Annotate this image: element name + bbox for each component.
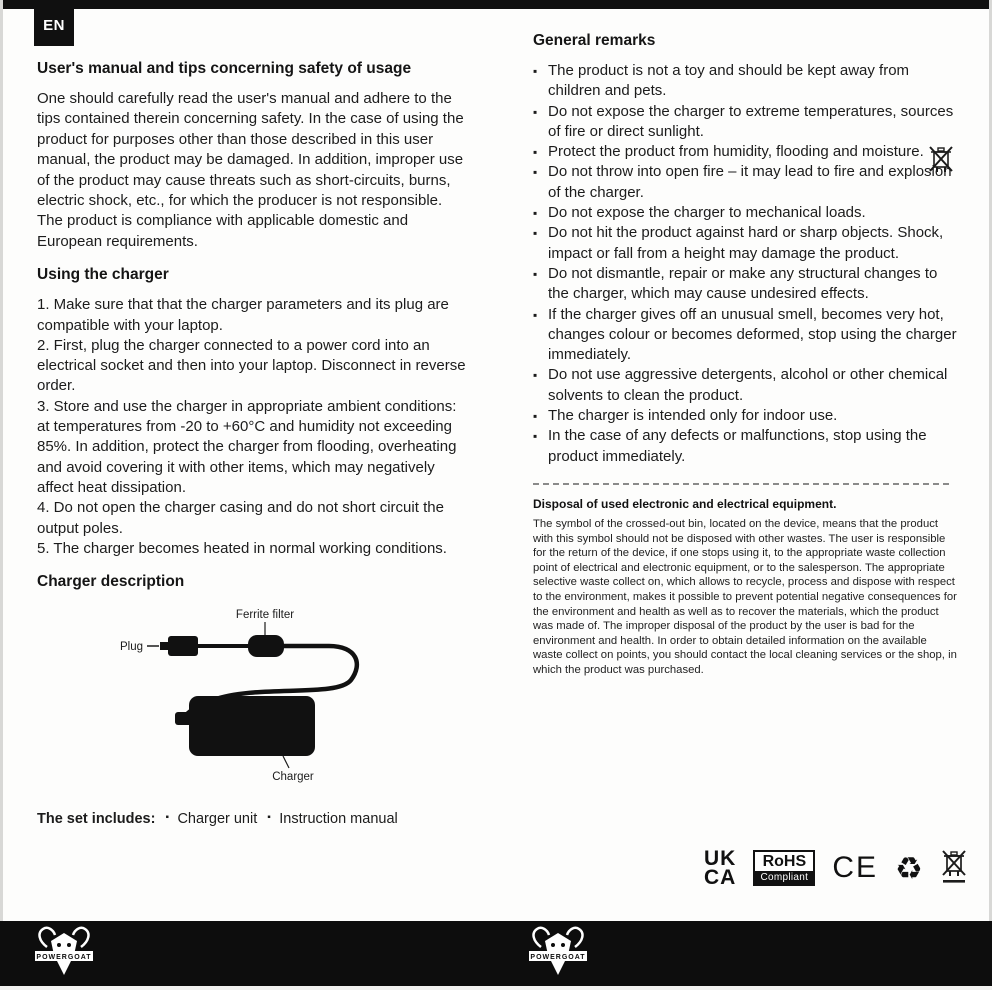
ukca-mark <box>704 849 736 887</box>
set-item-instruction-manual: ▪ Instruction manual <box>267 811 397 827</box>
powergoat-logo <box>33 925 95 988</box>
bottom-bar <box>0 921 992 986</box>
plug-body <box>168 636 198 656</box>
left-edge-shadow <box>0 0 3 990</box>
brand-name: POWERGOAT <box>530 954 586 961</box>
step-1: 1. Make sure that that the charger parameters and its plug are compatible with your laptop. <box>37 296 449 334</box>
remark-item: ▪ Protect the product from humidity, flooding and moisture. <box>533 142 957 162</box>
rohs-title: RoHS <box>762 853 807 870</box>
rohs-mark <box>753 850 815 886</box>
remark-item: ▪ Do not hit the product against hard or sharp objects. Shock, impact or fall from a height may damage the product. <box>533 223 957 264</box>
ce-mark: CE <box>832 851 879 884</box>
remark-item: ▪ In the case of any defects or malfunctions, stop using the product immediately. <box>533 426 957 467</box>
remark-item: ▪ The charger is intended only for indoor use. <box>533 406 957 426</box>
rohs-compliant-label: Compliant <box>755 871 813 884</box>
right-column <box>533 32 957 677</box>
set-includes-line <box>37 811 469 827</box>
brand-name: POWERGOAT <box>36 954 92 961</box>
language-badge: EN <box>34 4 74 46</box>
charger-diagram <box>37 602 469 795</box>
left-column <box>37 60 469 827</box>
step-2: 2. First, plug the charger connected to a power cord into an electrical socket and then into your laptop. Disconnect in reverse order. <box>37 336 466 395</box>
set-item-charger-unit: ▪ Charger unit <box>165 811 257 827</box>
set-includes-label: The set includes: <box>37 811 156 828</box>
certification-marks <box>704 845 968 891</box>
ferrite-filter-shape <box>248 635 284 657</box>
plug-pin <box>160 642 169 650</box>
disposal-title: Disposal of used electronic and electrical equipment. <box>533 496 837 511</box>
step-3: 3. Store and use the charger in appropriate ambient conditions: at temperatures from -20 to +60°C and humidity not exceeding 85%. In addition, protect the charger from flooding, overheating and avoid covering it with other items, which may negatively affect heat dissipation. <box>37 397 457 496</box>
top-black-strip <box>0 0 992 9</box>
charger-body <box>189 696 315 756</box>
plug-label: Plug <box>120 641 144 654</box>
ukca-bottom-text: CA <box>704 866 737 889</box>
charger-label: Charger <box>272 771 314 784</box>
remark-item: ▪ The product is not a toy and should be kept away from children and pets. <box>533 61 957 102</box>
step-5: 5. The charger becomes heated in normal working conditions. <box>37 539 447 557</box>
powergoat-logo <box>527 925 589 988</box>
disposal-body-text: The symbol of the crossed-out bin, located on the device, means that the product with this symbol should not be disposed with other wastes. The user is responsible for the return of the device, if one stops using it, to the appropriate waste collection point of electrical and electronic equipment, or to the salesperson. The appropriate selective waste collect on, which allows to recycle, process and dispose with respect to the environment, makes it possible to prevent potential negative consequences for the environment and health as well as to recover the materials, which the product was made of. The improper disposal of the product by the user is bad for the environment and health. In order to obtain detailed information on the available waste collect on points, you should contact the local cleaning services or the shop, in which the product was purchased. <box>533 517 957 676</box>
charger-diagram-svg <box>37 602 467 790</box>
using-charger-steps <box>37 295 469 559</box>
section-title-usage: User's manual and tips concerning safety of usage <box>37 60 412 77</box>
remark-item: ▪ Do not dismantle, repair or make any structural changes to the charger, which may cause undesired effects. <box>533 264 957 305</box>
step-4: 4. Do not open the charger casing and do not short circuit the output poles. <box>37 499 444 537</box>
recycle-icon: ♻ <box>895 850 923 886</box>
section-title-general-remarks: General remarks <box>533 32 656 49</box>
remark-item: ▪ Do not use aggressive detergents, alcohol or other chemical solvents to clean the product. <box>533 365 957 406</box>
crossed-bin-icon <box>928 144 954 183</box>
usage-body-text: One should carefully read the user's manual and adhere to the tips contained therein concerning safety. In the case of using the product for purposes other than those described in this user manual, the product may be damaged. In addition, improper use of the product may cause threats such as short-circuits, burns, electric shock, etc., for which the producer is not responsible. The product is compliance with applicable domestic and European requirements. <box>37 90 464 250</box>
general-remarks-list <box>533 61 957 467</box>
dashed-divider <box>533 483 949 485</box>
section-title-charger-description: Charger description <box>37 573 185 591</box>
remark-item: ▪ Do not expose the charger to mechanical loads. <box>533 203 957 223</box>
remark-item: ▪ Do not expose the charger to extreme temperatures, sources of fire or direct sunlight. <box>533 102 957 143</box>
ferrite-filter-label: Ferrite filter <box>235 609 295 622</box>
crossed-bin-logo-icon <box>940 847 968 890</box>
remark-item: ▪ If the charger gives off an unusual smell, becomes very hot, changes colour or becomes deformed, stop using the charger immediately. <box>533 305 957 366</box>
ukca-top-text: UK <box>704 847 737 870</box>
section-title-using-charger: Using the charger <box>37 266 169 284</box>
bottom-white-strip <box>0 986 992 990</box>
remark-item: ▪ Do not throw into open fire – it may lead to fire and explosion of the charger. <box>533 162 957 203</box>
